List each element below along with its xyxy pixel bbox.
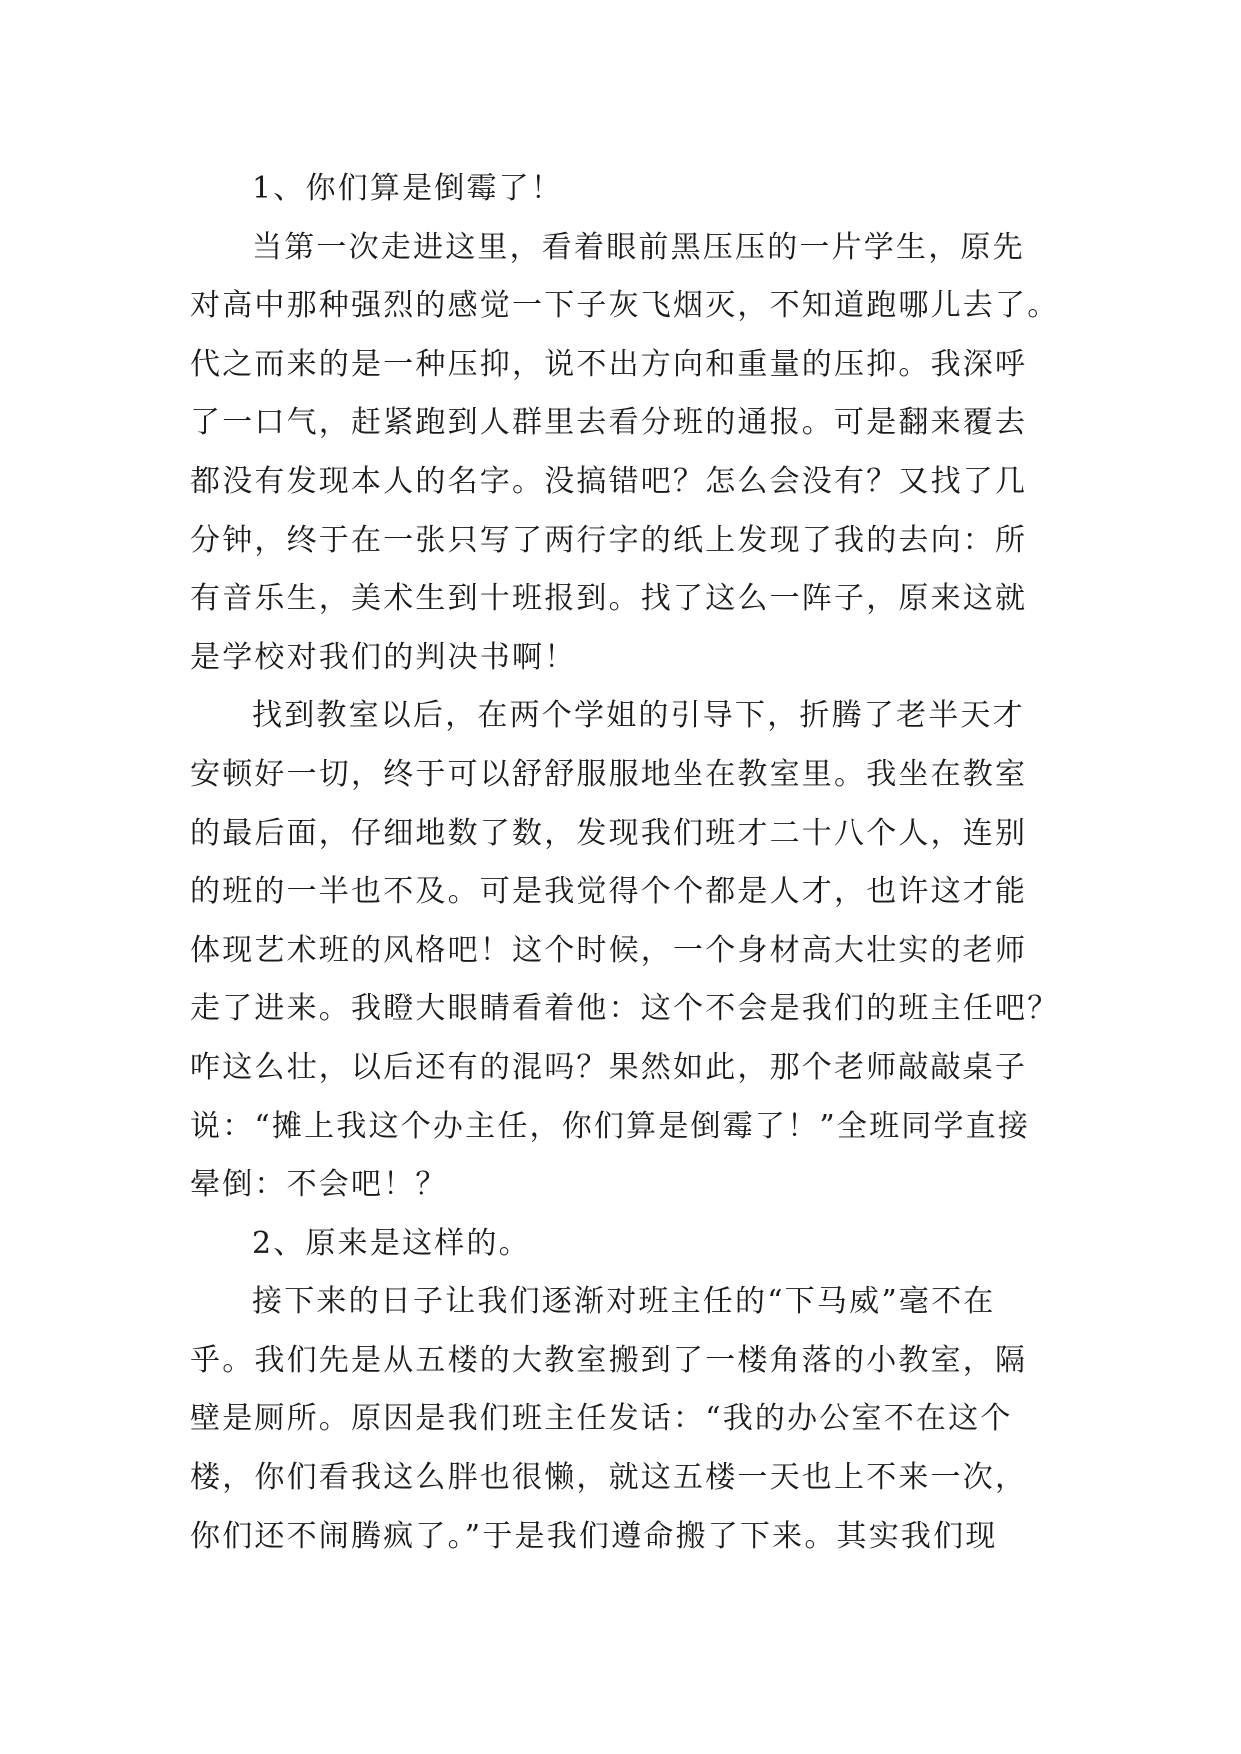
text-line: 楼，你们看我这么胖也很懒，就这五楼一天也上不来一次， bbox=[190, 1460, 1028, 1496]
text-line: 晕倒：不会吧！？ bbox=[190, 1167, 448, 1203]
text-line: 乎。我们先是从五楼的大教室搬到了一楼角落的小教室，隔 bbox=[190, 1342, 1028, 1378]
text-line: 有音乐生，美术生到十班报到。找了这么一阵子，原来这就 bbox=[190, 581, 1028, 617]
text-line: 走了进来。我瞪大眼睛看着他：这个不会是我们的班主任吧？ bbox=[190, 991, 1060, 1027]
text-line: 都没有发现本人的名字。没搞错吧？怎么会没有？又找了几 bbox=[190, 463, 1028, 499]
text-line: 你们还不闹腾疯了。”于是我们遵命搬了下来。其实我们现 bbox=[190, 1518, 998, 1554]
text-line: 当第一次走进这里，看着眼前黑压压的一片学生，原先 bbox=[252, 229, 1025, 265]
text-line: 了一口气，赶紧跑到人群里去看分班的通报。可是翻来覆去 bbox=[190, 405, 1028, 441]
text-line: 壁是厕所。原因是我们班主任发话：“我的办公室不在这个 bbox=[190, 1401, 1013, 1437]
text-line: 说：“摊上我这个办主任，你们算是倒霉了！”全班同学直接 bbox=[190, 1108, 1031, 1144]
text-line: 找到教室以后，在两个学姐的引导下，折腾了老半天才 bbox=[252, 698, 1025, 734]
text-line: 2、原来是这样的。 bbox=[252, 1225, 531, 1261]
text-line: 安顿好一切，终于可以舒舒服服地坐在教室里。我坐在教室 bbox=[190, 756, 1028, 792]
text-line: 的最后面，仔细地数了数，发现我们班才二十八个人，连别 bbox=[190, 815, 1028, 851]
text-line: 1、你们算是倒霉了！ bbox=[252, 171, 564, 206]
text-line: 代之而来的是一种压抑，说不出方向和重量的压抑。我深呼 bbox=[190, 346, 1028, 382]
text-line: 是学校对我们的判决书啊！ bbox=[190, 639, 577, 675]
text-line: 分钟，终于在一张只写了两行字的纸上发现了我的去向：所 bbox=[190, 522, 1028, 558]
text-line: 的班的一半也不及。可是我觉得个个都是人才，也许这才能 bbox=[190, 874, 1028, 910]
document-body bbox=[190, 160, 1090, 1566]
text-line: 对高中那种强烈的感觉一下子灰飞烟灭，不知道跑哪儿去了。 bbox=[190, 288, 1060, 324]
text-line: 咋这么壮，以后还有的混吗？果然如此，那个老师敲敲桌子 bbox=[190, 1049, 1028, 1085]
text-line: 体现艺术班的风格吧！这个时候，一个身材高大壮实的老师 bbox=[190, 932, 1028, 968]
text-line: 接下来的日子让我们逐渐对班主任的“下马威”毫不在 bbox=[252, 1284, 996, 1320]
